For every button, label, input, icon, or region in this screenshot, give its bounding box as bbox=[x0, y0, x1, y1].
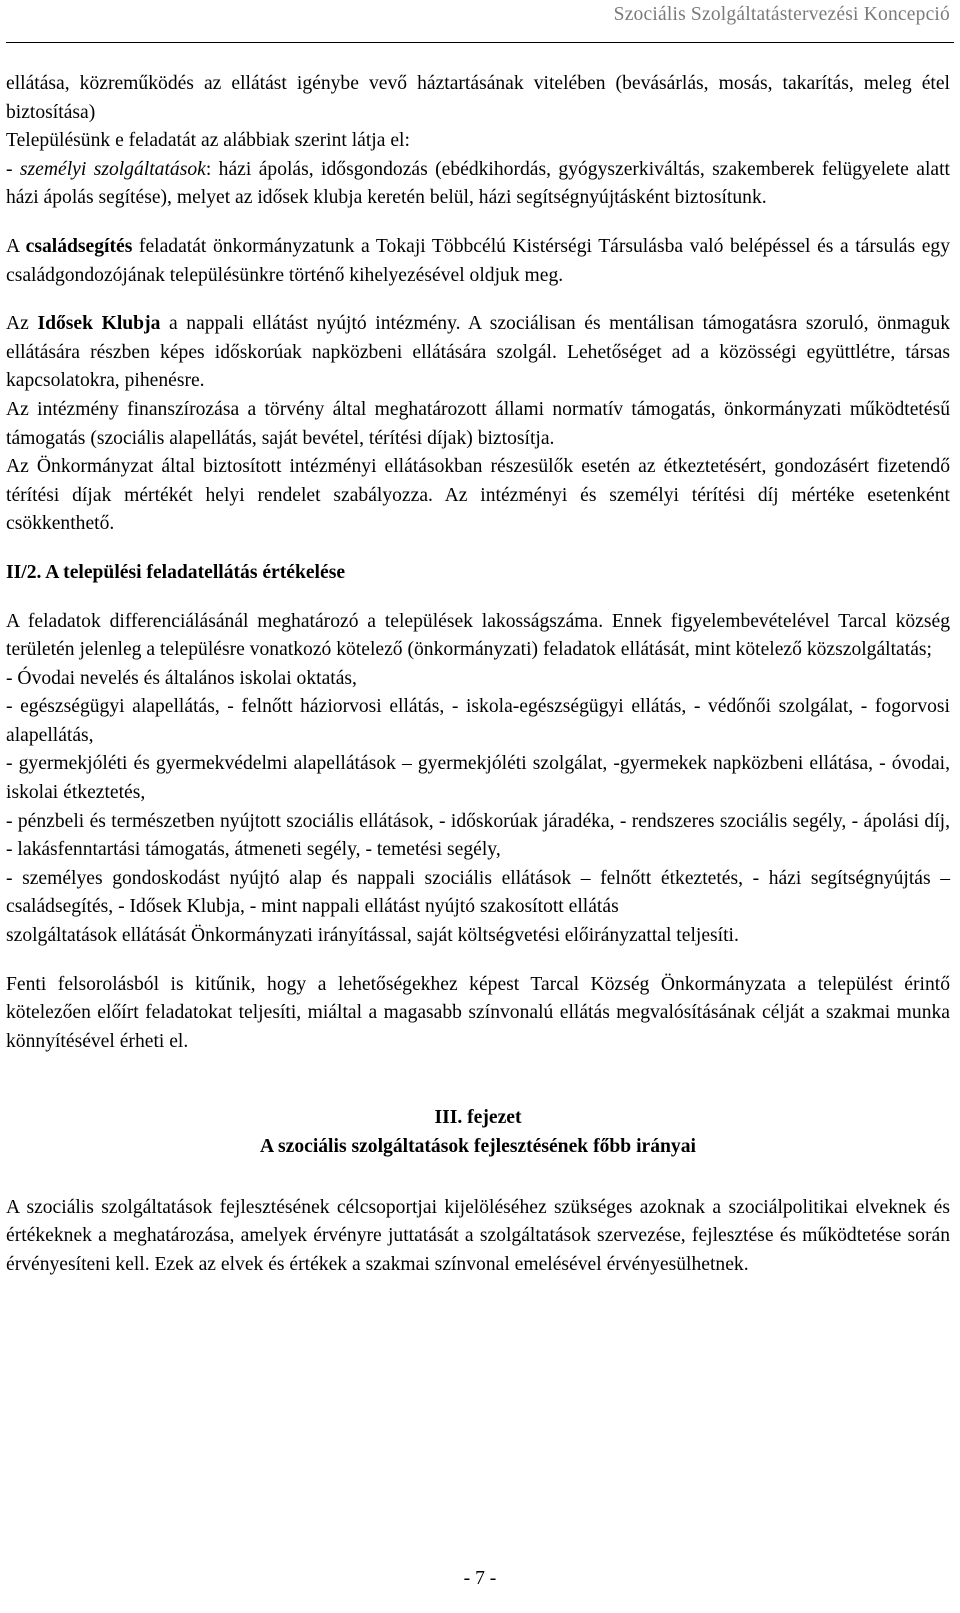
paragraph-household-care bbox=[6, 70, 950, 127]
text-line: ellátása, közreműködés az ellátást igénybe vevő háztartásának vitelében (bevásárlás, mosás, takarítás, meleg étel biztosítása) bbox=[6, 73, 950, 123]
header-rule bbox=[6, 42, 954, 43]
running-header: Szociális Szolgáltatástervezési Koncepció bbox=[613, 4, 950, 25]
page-number: - 7 - bbox=[463, 1568, 497, 1589]
text-fragment: a nappali ellátást nyújtó intézmény. A szociálisan és mentálisan támogatásra szoruló, önmaguk ellátására részben képes időskorúak napközbeni ellátására szolgál. Lehetőséget ad a közösségi együttlétre, társas kapcsolatokra, pihenésre. bbox=[6, 313, 950, 392]
text-line: szolgáltatások ellátását Önkormányzati irányítással, saját költségvetési előirányzattal teljesíti. bbox=[6, 925, 739, 947]
text-fragment: A bbox=[6, 235, 26, 257]
text-fragment: - bbox=[6, 158, 20, 180]
section-heading: II/2. A települési feladatellátás értékelése bbox=[6, 561, 346, 583]
list-item bbox=[6, 865, 950, 922]
text-fragment: feladatát önkormányzatunk a Tokaji Többcélú Kistérségi Társulásba való belépéssel és a társulás egy családgondozójának településünkre történő kihelyezésével oldjuk meg. bbox=[6, 235, 950, 286]
paragraph-elderly-club bbox=[6, 310, 950, 396]
list-item bbox=[6, 808, 950, 865]
paragraph-personal-services bbox=[6, 156, 950, 213]
bold-elderly-club: Idősek Klubja bbox=[37, 313, 161, 335]
list-item bbox=[6, 750, 950, 807]
text-line: - gyermekjóléti és gyermekvédelmi alapellátások – gyermekjóléti szolgálat, -gyermekek napközbeni ellátása, - óvodai, iskolai étkeztetés, bbox=[6, 753, 950, 804]
text-line: A feladatok differenciálásánál meghatározó a települések lakosságszáma. Ennek figyelembevételével Tarcal község területén jelenleg a településre vonatkozó kötelező (önkormányzati) feladatok ellátását, mint kötelező közszolgáltatás; bbox=[6, 610, 950, 661]
paragraph-settlement-tasks bbox=[6, 127, 950, 156]
paragraph-tasks-intro bbox=[6, 608, 950, 665]
text-line: Fenti felsorolásból is kitűnik, hogy a lehetőségekhez képest Tarcal Község Önkormányzata a települést érintő kötelezően előírt feladatokat teljesíti, miáltal a magasabb színvonalú ellátás megvalósításának célját a szakmai munka könnyítésével érheti el. bbox=[6, 973, 950, 1052]
paragraph-financing bbox=[6, 396, 950, 453]
text-line: Településünk e feladatát az alábbiak szerint látja el: bbox=[6, 130, 410, 152]
paragraph-summary bbox=[6, 971, 950, 1057]
text-line: Az Önkormányzat által biztosított intézményi ellátásokban részesülők esetén az étkeztetésért, gondozásért fizetendő térítési díjak mértékét helyi rendelet szabályozza. Az intézményi és személyi térítési díj mértéke esetenként csökkenthető. bbox=[6, 456, 950, 535]
bold-family-support: családsegítés bbox=[25, 235, 133, 257]
paragraph-family-support bbox=[6, 233, 950, 290]
text-line: - egészségügyi alapellátás, - felnőtt háziorvosi ellátás, - iskola-egészségügyi ellátás, - védőnői szolgálat, - fogorvosi alapellátás, bbox=[6, 696, 950, 746]
text-fragment: : házi ápolás, idősgondozás (ebédkihordás, gyógyszerkiváltás, szakemberek felügyelete alatt házi ápolás segítése), melyet az idősek klubja keretén belül, házi segítségnyújtásként biztosítunk. bbox=[6, 158, 950, 209]
text-line: - személyes gondoskodást nyújtó alap és nappali szociális ellátások – felnőtt étkeztetés, - házi segítségnyújtás – családsegítés, - Idősek Klubja, - mint nappali ellátást nyújtó szakosított ellátás bbox=[6, 867, 950, 918]
paragraph-tasks-outro bbox=[6, 922, 950, 951]
text-line: - pénzbeli és természetben nyújtott szociális ellátások, - időskorúak járadéka, - rendszeres szociális segély, - ápolási díj, - lakásfenntartási támogatás, átmeneti segély, - temetési segély, bbox=[6, 810, 950, 861]
text-line: - Óvodai nevelés és általános iskolai oktatás, bbox=[6, 667, 357, 689]
text-line: Az intézmény finanszírozása a törvény által meghatározott állami normatív támogatás, önkormányzati működtetésű támogatás (szociális alapellátás, saját bevétel, térítési díjak) biztosítja. bbox=[6, 398, 950, 449]
list-item bbox=[6, 665, 950, 694]
chapter-label: III. fejezet bbox=[434, 1107, 522, 1129]
text-fragment: Az bbox=[6, 313, 38, 335]
emphasis-personal-services: személyi szolgáltatások bbox=[19, 158, 206, 180]
list-item bbox=[6, 693, 950, 750]
paragraph-fees bbox=[6, 453, 950, 539]
text-line: A szociális szolgáltatások fejlesztésének célcsoportjai kijelöléséhez szükséges azoknak a szociálpolitikai elveknek és értékeknek a meghatározása, amelyek érvényre juttatását a szolgáltatások szervezése, fejlesztése és működtetése során érvényesíteni kell. Ezek az elvek és értékek a szakmai színvonal emelésével érvényesülhetnek. bbox=[6, 1196, 950, 1275]
chapter-title: A szociális szolgáltatások fejlesztésének főbb irányai bbox=[260, 1136, 696, 1157]
paragraph-principles bbox=[6, 1194, 950, 1280]
page-content bbox=[6, 70, 950, 1279]
